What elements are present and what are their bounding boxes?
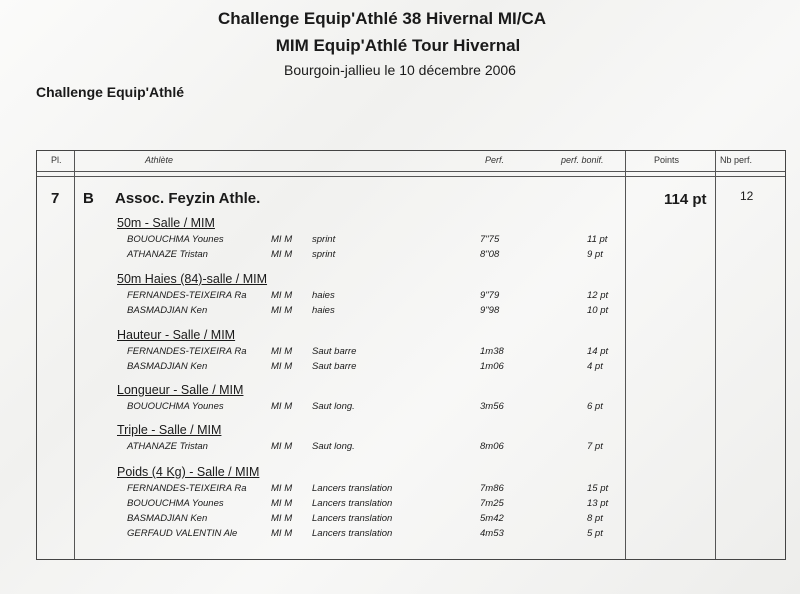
location-date: Bourgoin-jallieu le 10 décembre 2006: [284, 62, 516, 78]
page-subtitle: MIM Equip'Athlé Tour Hivernal: [275, 36, 521, 55]
col-header-nb-perf: Nb perf.: [720, 155, 753, 165]
performance: 9"98: [480, 305, 500, 316]
bonus-points: 6 pt: [587, 401, 603, 412]
athlete-name: FERNANDES-TEIXEIRA Ra: [127, 483, 247, 494]
event-type: Lancers translation: [312, 528, 393, 539]
club-nb-perf: 12: [740, 189, 754, 203]
performance: 5m42: [480, 513, 504, 524]
athlete-name: GERFAUD VALENTIN Ale: [127, 528, 238, 539]
col-header-pl: Pl.: [51, 155, 62, 165]
athlete-name: BASMADJIAN Ken: [127, 361, 208, 372]
club-place: 7: [51, 190, 60, 207]
bonus-points: 11 pt: [587, 234, 608, 245]
results-table: [36, 150, 786, 560]
bonus-points: 7 pt: [587, 441, 603, 452]
performance: 8"08: [480, 249, 500, 260]
bonus-points: 5 pt: [587, 528, 603, 539]
event-type: Saut long.: [312, 441, 355, 452]
club-category: B: [83, 190, 94, 207]
event-type: Saut barre: [312, 361, 357, 372]
athlete-name: FERNANDES-TEIXEIRA Ra: [127, 290, 247, 301]
performance: 7m25: [480, 498, 504, 509]
performance: 9"79: [480, 290, 500, 301]
athlete-name: BASMADJIAN Ken: [127, 513, 208, 524]
athlete-name: ATHANAZE Tristan: [127, 441, 208, 452]
event-title: 50m Haies (84)-salle / MIM: [117, 272, 268, 286]
event-type: Lancers translation: [312, 483, 393, 494]
athlete-category: MI M: [271, 361, 293, 372]
event-type: haies: [312, 290, 335, 301]
event-type: Saut long.: [312, 401, 355, 412]
performance: 8m06: [480, 441, 504, 452]
col-divider: [625, 151, 626, 559]
club-points: 114 pt: [664, 191, 707, 208]
col-header-points: Points: [654, 155, 680, 165]
athlete-category: MI M: [271, 513, 293, 524]
col-divider: [715, 151, 716, 559]
performance: 1m38: [480, 346, 504, 357]
header-divider: [37, 176, 785, 177]
athlete-category: MI M: [271, 290, 293, 301]
bonus-points: 12 pt: [587, 290, 609, 301]
athlete-name: BOUOUCHMA Younes: [127, 234, 224, 245]
athlete-name: ATHANAZE Tristan: [127, 249, 208, 260]
header-divider: [37, 171, 785, 172]
bonus-points: 15 pt: [587, 483, 609, 494]
athlete-name: BOUOUCHMA Younes: [127, 498, 224, 509]
performance: 4m53: [480, 528, 504, 539]
page-title: Challenge Equip'Athlé 38 Hivernal MI/CA: [217, 9, 547, 28]
bonus-points: 4 pt: [587, 361, 603, 372]
event-type: Lancers translation: [312, 513, 393, 524]
col-header-athlete: Athlète: [145, 155, 174, 165]
athlete-category: MI M: [271, 305, 293, 316]
performance: 3m56: [480, 401, 504, 412]
event-type: Saut barre: [312, 346, 357, 357]
bonus-points: 14 pt: [587, 346, 609, 357]
bonus-points: 13 pt: [587, 498, 609, 509]
event-type: sprint: [312, 234, 336, 245]
athlete-category: MI M: [271, 401, 293, 412]
event-title: Poids (4 Kg) - Salle / MIM: [117, 465, 260, 479]
event-type: haies: [312, 305, 335, 316]
athlete-category: MI M: [271, 346, 293, 357]
event-type: sprint: [312, 249, 336, 260]
event-title: Triple - Salle / MIM: [117, 423, 222, 437]
athlete-category: MI M: [271, 483, 293, 494]
performance: 1m06: [480, 361, 504, 372]
performance: 7m86: [480, 483, 504, 494]
event-title: Longueur - Salle / MIM: [117, 383, 244, 397]
bonus-points: 8 pt: [587, 513, 603, 524]
club-name: Assoc. Feyzin Athle.: [115, 190, 261, 207]
col-divider: [74, 151, 75, 559]
bonus-points: 9 pt: [587, 249, 603, 260]
athlete-category: MI M: [271, 249, 293, 260]
athlete-category: MI M: [271, 528, 293, 539]
event-title: Hauteur - Salle / MIM: [117, 328, 236, 342]
challenge-heading: Challenge Equip'Athlé: [36, 84, 185, 100]
performance: 7"75: [480, 234, 500, 245]
athlete-category: MI M: [271, 498, 293, 509]
bonus-points: 10 pt: [587, 305, 609, 316]
athlete-name: BOUOUCHMA Younes: [127, 401, 224, 412]
athlete-category: MI M: [271, 441, 293, 452]
event-title: 50m - Salle / MIM: [117, 216, 215, 230]
athlete-name: FERNANDES-TEIXEIRA Ra: [127, 346, 247, 357]
athlete-category: MI M: [271, 234, 293, 245]
athlete-name: BASMADJIAN Ken: [127, 305, 208, 316]
event-type: Lancers translation: [312, 498, 393, 509]
col-header-perf: Perf.: [485, 155, 505, 165]
col-header-perf-bonif: perf. bonif.: [561, 155, 604, 165]
